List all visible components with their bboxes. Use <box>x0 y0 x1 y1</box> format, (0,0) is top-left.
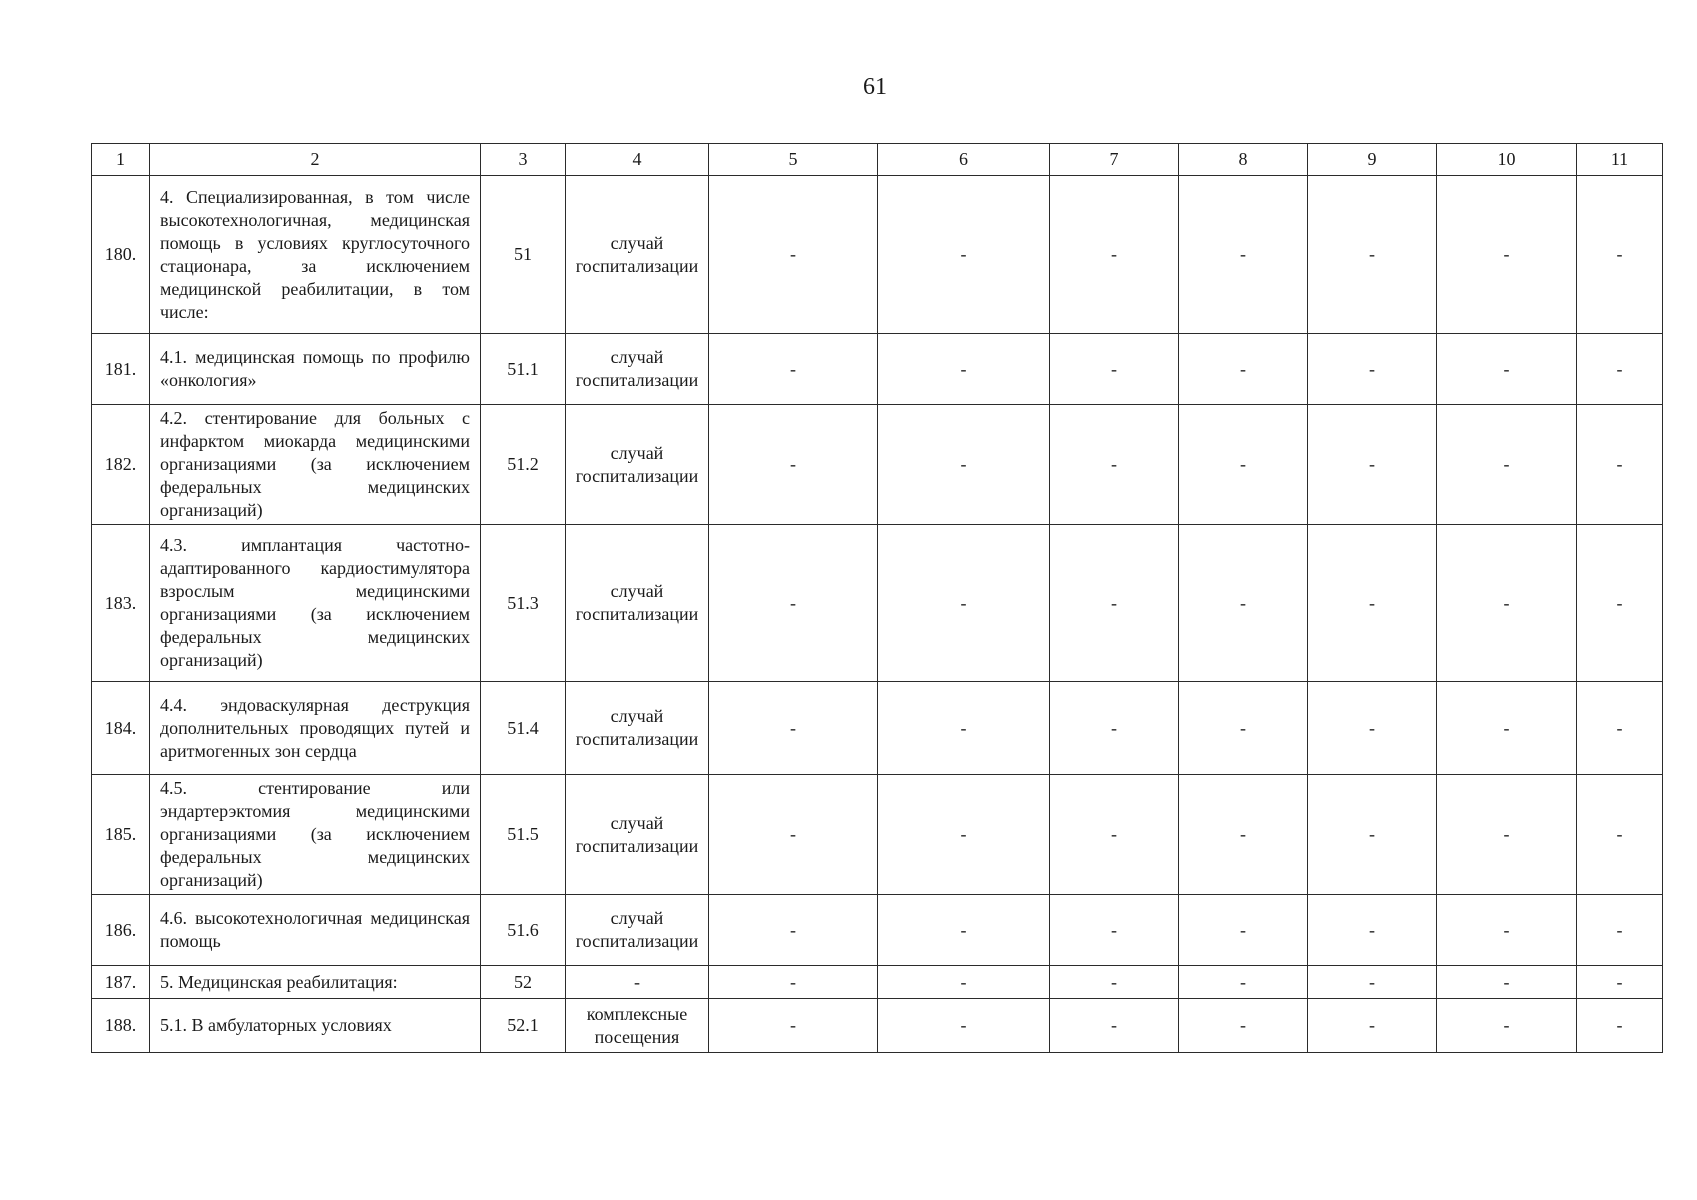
row-value: - <box>1437 775 1577 895</box>
row-value: - <box>709 334 878 405</box>
row-value: - <box>1308 525 1437 682</box>
column-header: 8 <box>1179 144 1308 176</box>
row-number: 181. <box>92 334 150 405</box>
table-row <box>92 775 1663 895</box>
row-value: - <box>1437 999 1577 1053</box>
table-row <box>92 999 1663 1053</box>
row-value: - <box>878 895 1050 966</box>
row-value: - <box>1050 334 1179 405</box>
row-description: 4.2. стентирование для больных с инфарктом миокарда медицинскими организациями (за исключением федеральных медицинских организаций) <box>150 405 481 525</box>
row-value: - <box>1179 966 1308 999</box>
row-value: - <box>878 999 1050 1053</box>
page-number: 61 <box>863 74 887 100</box>
row-value: - <box>1050 682 1179 775</box>
row-unit: случай госпитализации <box>566 176 709 334</box>
row-number: 185. <box>92 775 150 895</box>
row-value: - <box>878 775 1050 895</box>
row-value: - <box>1308 966 1437 999</box>
row-value: - <box>709 405 878 525</box>
row-code: 51.4 <box>481 682 566 775</box>
row-unit: - <box>566 966 709 999</box>
column-header: 3 <box>481 144 566 176</box>
row-value: - <box>709 176 878 334</box>
row-value: - <box>709 895 878 966</box>
row-value: - <box>1577 525 1663 682</box>
row-value: - <box>1577 176 1663 334</box>
row-value: - <box>1050 999 1179 1053</box>
row-unit: случай госпитализации <box>566 775 709 895</box>
row-description: 4.4. эндоваскулярная деструкция дополнительных проводящих путей и аритмогенных зон сердца <box>150 682 481 775</box>
row-number: 182. <box>92 405 150 525</box>
row-number: 184. <box>92 682 150 775</box>
column-header: 2 <box>150 144 481 176</box>
row-value: - <box>709 682 878 775</box>
row-value: - <box>1179 775 1308 895</box>
data-table <box>91 143 1663 1053</box>
row-value: - <box>709 525 878 682</box>
row-description: 4.3. имплантация частотно-адаптированного кардиостимулятора взрослым медицинскими организациями (за исключением федеральных медицинских организаций) <box>150 525 481 682</box>
column-header: 11 <box>1577 144 1663 176</box>
row-code: 51.1 <box>481 334 566 405</box>
row-value: - <box>1308 176 1437 334</box>
row-code: 51.2 <box>481 405 566 525</box>
row-value: - <box>1308 405 1437 525</box>
table-row <box>92 176 1663 334</box>
row-number: 183. <box>92 525 150 682</box>
row-number: 180. <box>92 176 150 334</box>
row-code: 51.6 <box>481 895 566 966</box>
row-value: - <box>1437 405 1577 525</box>
row-value: - <box>1050 176 1179 334</box>
row-description: 4.1. медицинская помощь по профилю «онкология» <box>150 334 481 405</box>
row-description: 5. Медицинская реабилитация: <box>150 966 481 999</box>
table-row <box>92 334 1663 405</box>
row-value: - <box>1577 405 1663 525</box>
row-code: 51.3 <box>481 525 566 682</box>
row-value: - <box>1437 176 1577 334</box>
row-value: - <box>878 682 1050 775</box>
row-unit: случай госпитализации <box>566 525 709 682</box>
row-value: - <box>878 405 1050 525</box>
row-value: - <box>1179 682 1308 775</box>
row-value: - <box>1179 525 1308 682</box>
row-description: 4.5. стентирование или эндартерэктомия медицинскими организациями (за исключением федеральных медицинских организаций) <box>150 775 481 895</box>
table-row <box>92 682 1663 775</box>
row-unit: случай госпитализации <box>566 895 709 966</box>
table-row <box>92 405 1663 525</box>
row-value: - <box>878 525 1050 682</box>
table-row <box>92 966 1663 999</box>
row-value: - <box>1308 775 1437 895</box>
row-value: - <box>1437 525 1577 682</box>
row-value: - <box>1308 682 1437 775</box>
row-value: - <box>1050 895 1179 966</box>
row-value: - <box>878 176 1050 334</box>
row-value: - <box>1308 999 1437 1053</box>
row-value: - <box>1577 775 1663 895</box>
row-value: - <box>1050 525 1179 682</box>
row-value: - <box>1050 775 1179 895</box>
column-header: 7 <box>1050 144 1179 176</box>
row-value: - <box>1437 895 1577 966</box>
row-value: - <box>1308 334 1437 405</box>
row-code: 52 <box>481 966 566 999</box>
row-value: - <box>1577 334 1663 405</box>
column-header: 9 <box>1308 144 1437 176</box>
row-unit: случай госпитализации <box>566 682 709 775</box>
row-value: - <box>1308 895 1437 966</box>
row-value: - <box>709 775 878 895</box>
row-value: - <box>1577 682 1663 775</box>
column-header: 5 <box>709 144 878 176</box>
row-description: 4.6. высокотехнологичная медицинская помощь <box>150 895 481 966</box>
row-number: 188. <box>92 999 150 1053</box>
table-row <box>92 525 1663 682</box>
row-description: 4. Специализированная, в том числе высокотехнологичная, медицинская помощь в условиях круглосуточного стационара, за исключением медицинской реабилитации, в том числе: <box>150 176 481 334</box>
row-value: - <box>1050 966 1179 999</box>
row-unit: случай госпитализации <box>566 405 709 525</box>
row-value: - <box>709 966 878 999</box>
row-number: 187. <box>92 966 150 999</box>
row-value: - <box>1437 682 1577 775</box>
row-value: - <box>1179 405 1308 525</box>
row-code: 51 <box>481 176 566 334</box>
table-row <box>92 895 1663 966</box>
row-value: - <box>1050 405 1179 525</box>
row-code: 51.5 <box>481 775 566 895</box>
column-header: 1 <box>92 144 150 176</box>
row-description: 5.1. В амбулаторных условиях <box>150 999 481 1053</box>
row-unit: случай госпитализации <box>566 334 709 405</box>
row-value: - <box>878 966 1050 999</box>
row-number: 186. <box>92 895 150 966</box>
row-value: - <box>1179 895 1308 966</box>
row-value: - <box>1179 999 1308 1053</box>
row-value: - <box>1179 334 1308 405</box>
row-code: 52.1 <box>481 999 566 1053</box>
row-unit: комплексные посещения <box>566 999 709 1053</box>
column-header: 10 <box>1437 144 1577 176</box>
row-value: - <box>878 334 1050 405</box>
row-value: - <box>1577 999 1663 1053</box>
row-value: - <box>709 999 878 1053</box>
column-header: 4 <box>566 144 709 176</box>
row-value: - <box>1437 966 1577 999</box>
row-value: - <box>1179 176 1308 334</box>
row-value: - <box>1437 334 1577 405</box>
column-header: 6 <box>878 144 1050 176</box>
header-row <box>92 144 1663 176</box>
row-value: - <box>1577 895 1663 966</box>
row-value: - <box>1577 966 1663 999</box>
